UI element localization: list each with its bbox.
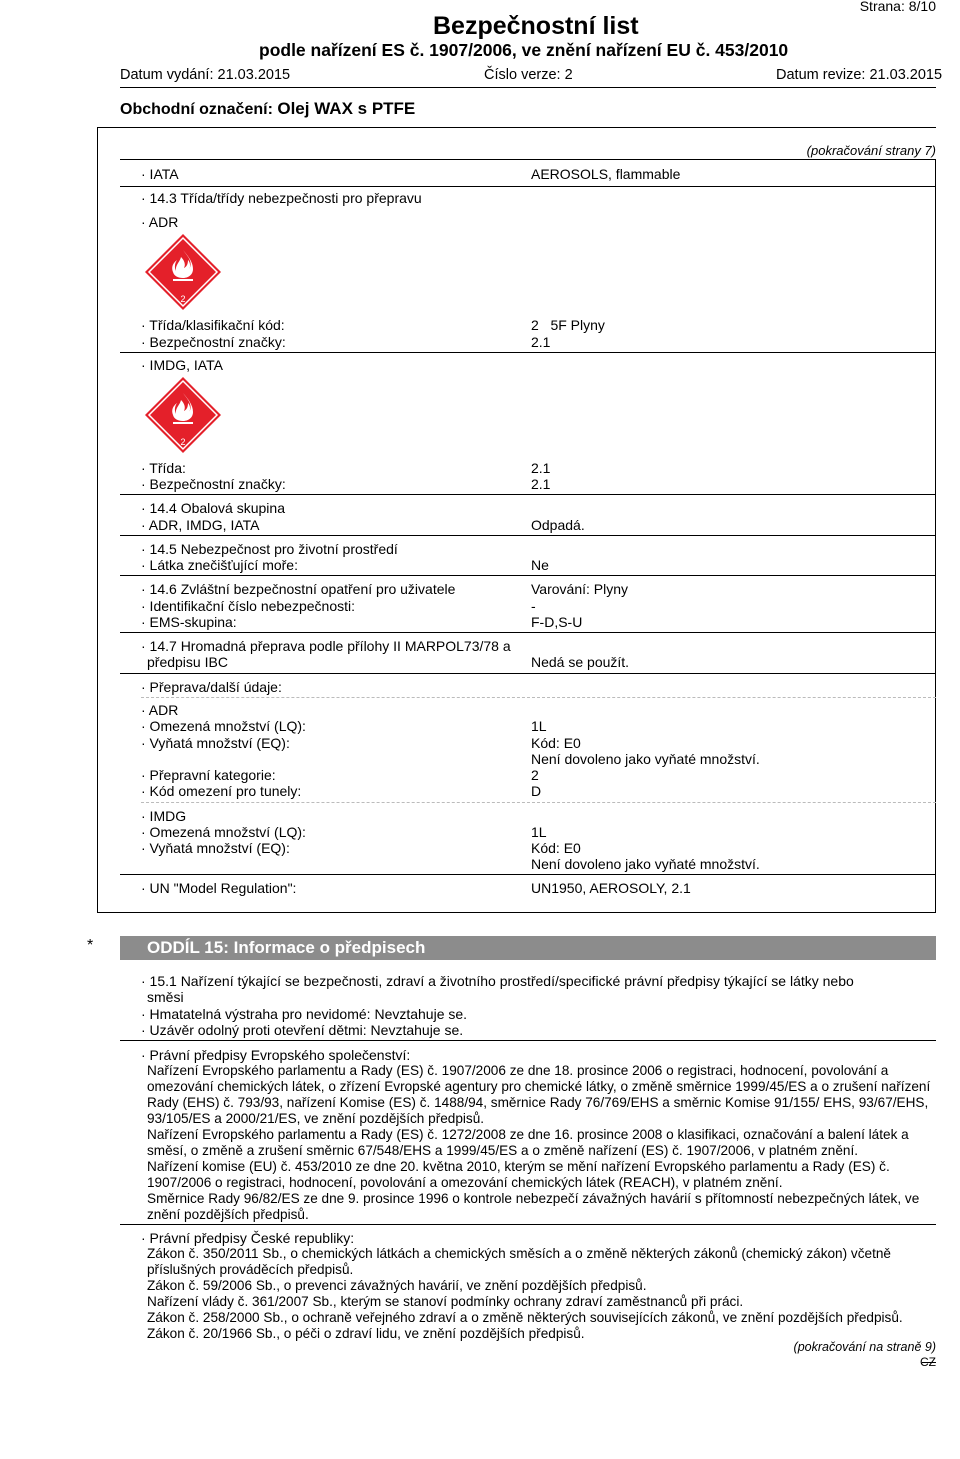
lq-value: 1L <box>531 718 547 734</box>
eq2-value: Kód: E0 <box>531 840 581 856</box>
category-label: · Přepravní kategorie: <box>141 767 276 783</box>
s14-4-sub: · ADR, IMDG, IATA <box>141 517 260 533</box>
cz-legislation-heading: · Právní předpisy České republiky: <box>141 1230 355 1246</box>
flame-icon <box>143 232 223 312</box>
dashed-divider <box>141 697 936 698</box>
flammable-gas-pictogram <box>143 375 223 455</box>
lq-label: · Omezená množství (LQ): <box>141 718 306 734</box>
dashed-divider <box>141 802 936 803</box>
tunnel-value: D <box>531 783 542 799</box>
s14-5-sub: · Látka znečišťující moře: <box>141 557 298 573</box>
tactile-warning-value: Nevztahuje se. <box>370 1006 468 1022</box>
divider <box>120 1224 936 1225</box>
divider <box>120 575 936 576</box>
svg-text:2: 2 <box>180 294 186 304</box>
document-title: Bezpečnostní list <box>433 12 639 40</box>
divider <box>120 1040 936 1041</box>
divider <box>120 535 936 536</box>
imdg-label: · IMDG <box>141 808 187 824</box>
s15-1-heading: · 15.1 Nařízení týkající se bezpečnosti, zdraví a životního prostředí/specifické právní předpisy týkající se látky nebo <box>141 973 854 989</box>
page-number: Strana: 8/10 <box>859 0 936 14</box>
ems-label: · EMS-skupina: <box>141 614 237 630</box>
trade-name-value: Olej WAX s PTFE <box>277 99 416 118</box>
section-15-title: ODDÍL 15: Informace o předpisech <box>147 938 426 957</box>
s15-1-heading-cont: směsi <box>147 989 184 1005</box>
divider <box>120 186 936 187</box>
eu-regulation-453: Nařízení komise (EU) č. 453/2010 ze dne 20. května 2010, kterým se mění nařízení Evropského parlamentu a Rady (ES) č. 1907/2006 o registraci, hodnocení, povolování a omezování chemických látek (REACH), v platném znění. <box>147 1159 890 1190</box>
s14-5-heading: · 14.5 Nebezpečnost pro životní prostředí <box>141 541 398 557</box>
un-value: UN1950, AEROSOLY, 2.1 <box>531 880 691 896</box>
lq2-value: 1L <box>531 824 547 840</box>
class-value: 2.1 <box>531 460 551 476</box>
class-code-value: 2 5F Plyny <box>531 317 605 333</box>
s14-6-value: Varování: Plyny <box>531 581 629 597</box>
continued-on: (pokračování na straně 9) <box>793 1340 936 1354</box>
s14-3-heading: · 14.3 Třída/třídy nebezpečnosti pro přepravu <box>141 190 422 206</box>
cz-law-258: Zákon č. 258/2000 Sb., o ochraně veřejného zdraví a o změně některých souvisejících zákonů, ve znění pozdějších předpisů. <box>147 1310 903 1325</box>
flame-icon <box>143 375 223 455</box>
s14-6-heading: · 14.6 Zvláštní bezpečnostní opatření pro uživatele <box>141 581 456 597</box>
language-code: CZ <box>920 1355 936 1369</box>
lq2-label: · Omezená množství (LQ): <box>141 824 306 840</box>
revision-date: Datum revize: 21.03.2015 <box>776 67 943 83</box>
section-bottom-rule <box>97 912 936 913</box>
adr-label: · ADR <box>141 214 179 230</box>
cz-law-350: Zákon č. 350/2011 Sb., o chemických látkách a chemických směsích a o změně některých zákonů (chemický zákon) včetně příslušných prováděcích předpisů. <box>147 1246 891 1277</box>
labels-label: · Bezpečnostní značky: <box>141 334 286 350</box>
divider <box>120 673 936 674</box>
category-value: 2 <box>531 767 539 783</box>
left-margin-rule <box>97 127 98 913</box>
eq-note: Není dovoleno jako vyňaté množství. <box>531 751 760 767</box>
version-number: Číslo verze: 2 <box>484 67 573 83</box>
hazard-id-label: · Identifikační číslo nebezpečnosti: <box>141 598 356 614</box>
labels-value: 2.1 <box>531 334 551 350</box>
eq2-label: · Vyňatá množství (EQ): <box>141 840 290 856</box>
cz-decree-361: Nařízení vlády č. 361/2007 Sb., kterým se stanoví podmínky ochrany zdraví zaměstnanců při práci. <box>147 1294 744 1309</box>
revision-marker: * <box>87 937 94 954</box>
other-transport-heading: · Přeprava/další údaje: <box>141 679 282 695</box>
s14-7-heading-cont: předpisu IBC <box>147 654 228 670</box>
s14-5-value: Ne <box>531 557 549 573</box>
eq2-note: Není dovoleno jako vyňaté množství. <box>531 856 760 872</box>
trade-name-rule <box>97 127 936 128</box>
section-top-rule <box>120 159 936 160</box>
flammable-gas-pictogram <box>143 232 223 312</box>
class-code-label: · Třída/klasifikační kód: <box>141 317 285 333</box>
class-label: · Třída: <box>141 460 186 476</box>
iata-label: · IATA <box>141 166 179 182</box>
adr2-label: · ADR <box>141 702 179 718</box>
trade-name <box>120 99 415 119</box>
eq-label: · Vyňatá množství (EQ): <box>141 735 290 751</box>
hazard-id-value: - <box>531 598 536 614</box>
imdg-iata-label: · IMDG, IATA <box>141 357 223 373</box>
divider <box>120 632 936 633</box>
cz-law-59: Zákon č. 59/2006 Sb., o prevenci závažných havárií, ve znění pozdějších předpisů. <box>147 1278 647 1293</box>
s14-4-value: Odpadá. <box>531 517 585 533</box>
svg-text:2: 2 <box>180 437 186 447</box>
cz-law-20: Zákon č. 20/1966 Sb., o péči o zdraví lidu, ve znění pozdějších předpisů. <box>147 1326 585 1341</box>
tunnel-label: · Kód omezení pro tunely: <box>141 783 302 799</box>
s14-7-value: Nedá se použít. <box>531 654 630 670</box>
tactile-warning-label: · Hmatatelná výstraha pro nevidomé: <box>141 1006 371 1022</box>
document-subtitle: podle nařízení ES č. 1907/2006, ve znění nařízení EU č. 453/2010 <box>259 40 789 60</box>
child-resistant <box>141 1022 463 1038</box>
eu-legislation-heading: · Právní předpisy Evropského společenství: <box>141 1047 411 1063</box>
labels2-label: · Bezpečnostní značky: <box>141 476 286 492</box>
trade-name-label: Obchodní označení: <box>120 101 273 118</box>
divider <box>120 874 936 875</box>
eu-regulation-clp: Nařízení Evropského parlamentu a Rady (ES) č. 1272/2008 ze dne 16. prosince 2008 o klasifikaci, označování a balení látek a směsí, o změně a zrušení směrnic 67/548/EHS a 1999/45/ES a o změně nařízení (ES) č. 1907/2006, v platném znění. <box>147 1127 909 1158</box>
eq-value: Kód: E0 <box>531 735 581 751</box>
s14-4-heading: · 14.4 Obalová skupina <box>141 500 285 516</box>
child-resistant-value: Nevztahuje se. <box>366 1022 464 1038</box>
footer-rule <box>922 1362 936 1363</box>
continued-from: (pokračování strany 7) <box>806 143 936 158</box>
child-resistant-label: · Uzávěr odolný proti otevření dětmi: <box>141 1022 367 1038</box>
ems-value: F-D,S-U <box>531 614 583 630</box>
labels2-value: 2.1 <box>531 476 551 492</box>
eu-regulation-reach: Nařízení Evropského parlamentu a Rady (ES) č. 1907/2006 ze dne 18. prosince 2006 o registraci, hodnocení, povolování a omezování chemických látek, o zřízení Evropské agentury pro chemické látky, o změně směrnice 1999/45/ES a o zrušení nařízení Rady (EHS) č. 793/93, nařízení Komise (ES) č. 1488/94, směrnice Rady 76/769/EHS a směrnic Komise 91/155/ EHS, 93/67/EHS, 93/105/ES a 2000/21/ES, ve znění pozdějších předpisů. <box>147 1063 931 1126</box>
eu-directive-seveso: Směrnice Rady 96/82/ES ze dne 9. prosince 1996 o kontrole nebezpečí závažných havárií s přítomností nebezpečných látek, ve znění pozdějších předpisů. <box>147 1191 920 1222</box>
divider <box>120 494 936 495</box>
tactile-warning <box>141 1006 467 1022</box>
un-label: · UN "Model Regulation": <box>141 880 297 896</box>
iata-value: AEROSOLS, flammable <box>531 166 681 182</box>
issue-date: Datum vydání: 21.03.2015 <box>120 67 291 83</box>
divider <box>120 352 936 353</box>
header-rule <box>120 87 936 88</box>
s14-7-heading: · 14.7 Hromadná přeprava podle přílohy II MARPOL73/78 a <box>141 638 511 654</box>
